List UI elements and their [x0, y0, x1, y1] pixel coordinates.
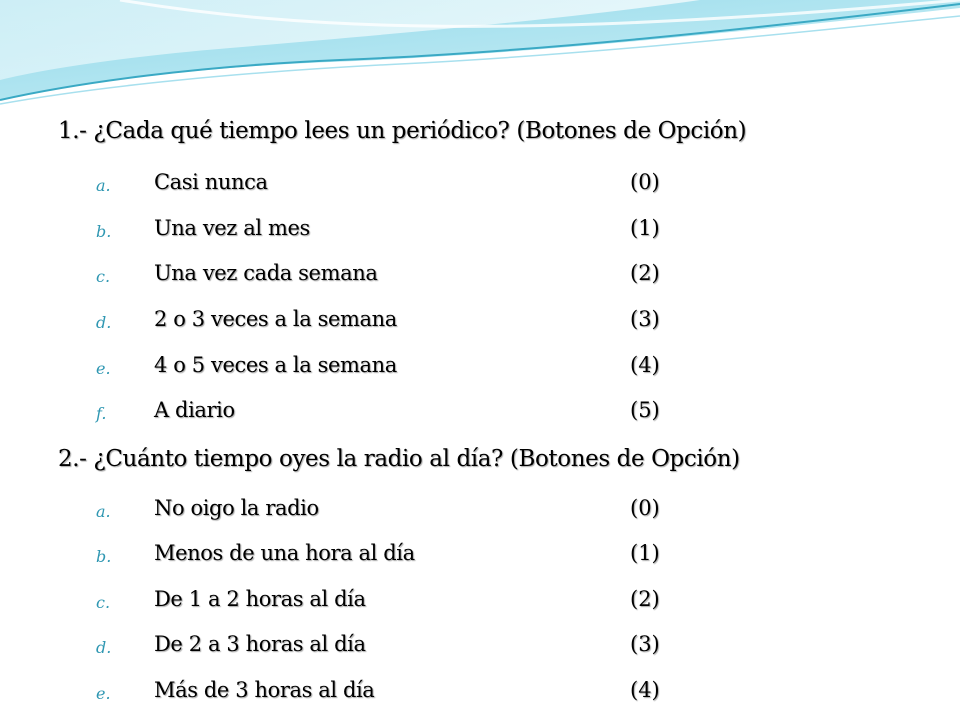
option-letter: a. [96, 502, 111, 521]
option-score: (1) [630, 216, 660, 240]
option-letter: e. [96, 359, 111, 378]
option-text: De 2 a 3 horas al día [154, 632, 366, 656]
q2-option-a [96, 496, 696, 526]
question-1-title: 1.- ¿Cada qué tiempo lees un periódico? (Botones de Opción) [58, 118, 747, 144]
option-letter: b. [96, 222, 112, 241]
q1-option-a [96, 170, 696, 200]
option-letter: a. [96, 176, 111, 195]
q1-option-b [96, 216, 696, 246]
q1-option-e [96, 353, 696, 383]
q2-option-b [96, 541, 696, 571]
option-text: De 1 a 2 horas al día [154, 587, 366, 611]
option-text: Una vez al mes [154, 216, 310, 240]
option-letter: c. [96, 267, 111, 286]
option-score: (3) [630, 307, 660, 331]
q2-option-d [96, 632, 696, 662]
question-2-title: 2.- ¿Cuánto tiempo oyes la radio al día? (Botones de Opción) [58, 446, 740, 472]
option-score: (2) [630, 587, 660, 611]
option-letter: b. [96, 547, 112, 566]
option-text: 2 o 3 veces a la semana [154, 307, 397, 331]
option-letter: e. [96, 684, 111, 703]
option-score: (4) [630, 678, 660, 702]
q1-option-c [96, 261, 696, 291]
option-score: (0) [630, 170, 660, 194]
option-letter: d. [96, 313, 112, 332]
option-text: Más de 3 horas al día [154, 678, 375, 702]
option-letter: f. [96, 404, 107, 423]
option-text: Menos de una hora al día [154, 541, 415, 565]
option-score: (2) [630, 261, 660, 285]
option-score: (1) [630, 541, 660, 565]
option-text: A diario [154, 398, 235, 422]
option-text: Casi nunca [154, 170, 268, 194]
option-score: (5) [630, 398, 660, 422]
option-score: (4) [630, 353, 660, 377]
option-score: (0) [630, 496, 660, 520]
option-text: 4 o 5 veces a la semana [154, 353, 397, 377]
q1-option-d [96, 307, 696, 337]
option-letter: d. [96, 638, 112, 657]
option-text: Una vez cada semana [154, 261, 378, 285]
option-text: No oigo la radio [154, 496, 319, 520]
q2-option-e [96, 678, 696, 708]
option-score: (3) [630, 632, 660, 656]
q2-option-c [96, 587, 696, 617]
q1-option-f [96, 398, 696, 428]
option-letter: c. [96, 593, 111, 612]
